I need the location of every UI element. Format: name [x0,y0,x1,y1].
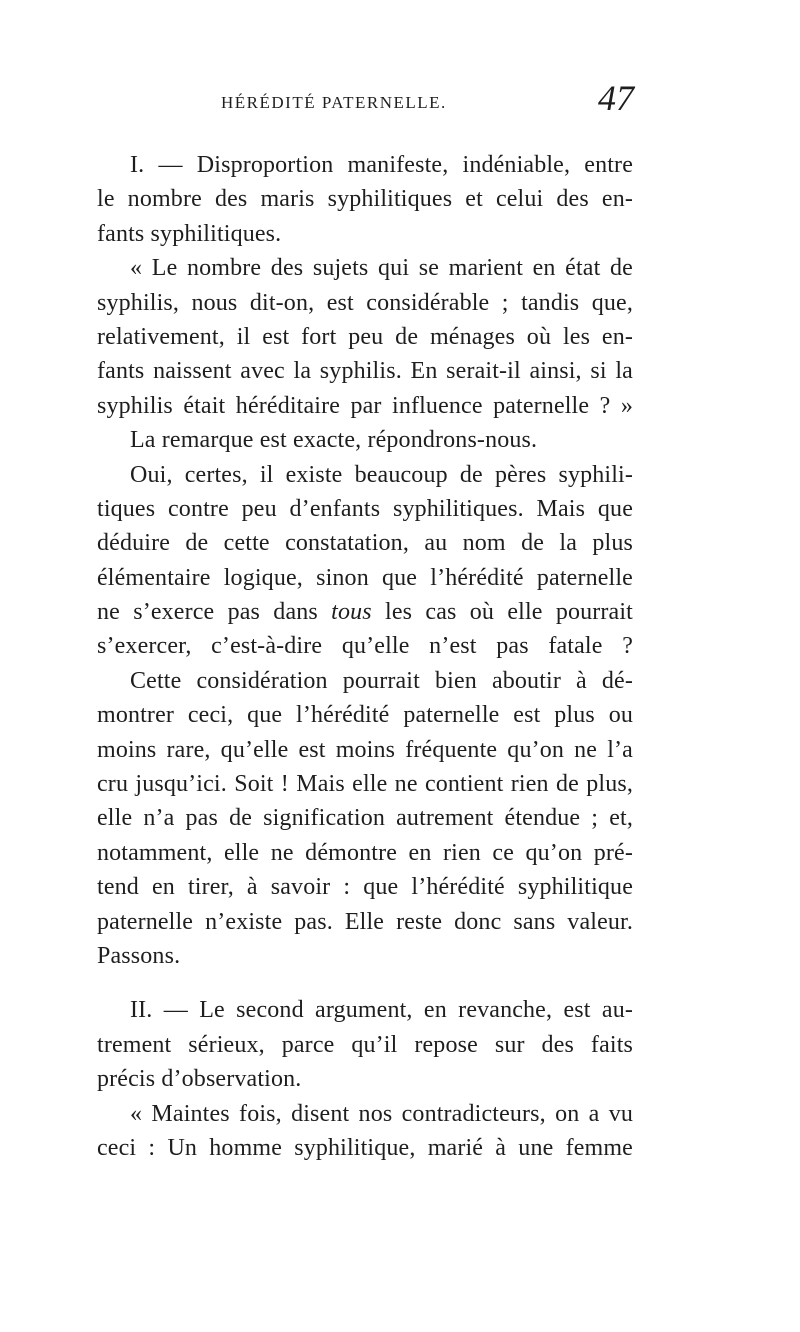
text-line: elle n’a pas de signification autrement étendue ; et, [97,805,633,832]
text-line: fants syphilitiques. [97,220,282,247]
text-line: « Le nombre des sujets qui se marient en état de [130,255,633,282]
text-line: Oui, certes, il existe beaucoup de pères syphili- [130,461,633,488]
section-gap [97,973,633,993]
text-line: élémentaire logique, sinon que l’hérédité paternelle [97,564,633,591]
text-line: déduire de cette constatation, au nom de la plus [97,530,633,557]
text-line: trement sérieux, parce qu’il repose sur des faits [97,1031,633,1058]
text-line: Passons. [97,942,181,969]
text-line-with-emphasis [97,595,633,629]
text-segment: ne s’exerce pas dans [97,599,332,626]
text-line: La remarque est exacte, répondrons-nous. [130,427,538,454]
text-line: précis d’observation. [97,1066,302,1093]
paragraph-4 [97,458,633,664]
text-line: montrer ceci, que l’hérédité paternelle est plus ou [97,702,633,729]
running-title: HÉRÉDITÉ PATERNELLE. [221,93,447,112]
text-line: Cette considération pourrait bien aboutir à dé- [130,667,633,694]
text-line: le nombre des maris syphilitiques et celui des en- [97,186,633,213]
paragraph-1 [97,148,633,251]
text-line: cru jusqu’ici. Soit ! Mais elle ne contient rien de plus, [97,771,633,798]
text-line: tend en tirer, à savoir : que l’hérédité syphilitique [97,874,633,901]
page-number: 47 [598,78,634,118]
paragraph-3 [97,423,633,457]
body-text [97,148,633,1165]
paragraph-5 [97,664,633,974]
text-line: moins rare, qu’elle est moins fréquente qu’on ne l’a [97,736,633,763]
text-segment: les cas où elle pourrait [371,599,633,626]
paragraph-6 [97,993,633,1096]
paragraph-2 [97,251,633,423]
emphasis-word: tous [331,599,372,626]
text-line: relativement, il est fort peu de ménages où les en- [97,323,633,350]
text-line: fants naissent avec la syphilis. En serait-il ainsi, si la [97,358,633,385]
text-line: syphilis était héréditaire par influence paternelle ? » [97,392,633,419]
text-line: tiques contre peu d’enfants syphilitiques. Mais que [97,495,633,522]
text-line: notamment, elle ne démontre en rien ce qu’on pré- [97,839,633,866]
text-line: II. — Le second argument, en revanche, est au- [130,997,633,1024]
text-line: s’exercer, c’est-à-dire qu’elle n’est pas fatale ? [97,633,633,660]
text-line: syphilis, nous dit-on, est considérable ; tandis que, [97,289,633,316]
text-line: ceci : Un homme syphilitique, marié à une femme [97,1134,633,1161]
paragraph-7 [97,1097,633,1166]
text-line: paternelle n’existe pas. Elle reste donc sans valeur. [97,908,633,935]
text-line: I. — Disproportion manifeste, indéniable, entre [130,152,633,178]
text-line: « Maintes fois, disent nos contradicteurs, on a vu [130,1100,633,1127]
